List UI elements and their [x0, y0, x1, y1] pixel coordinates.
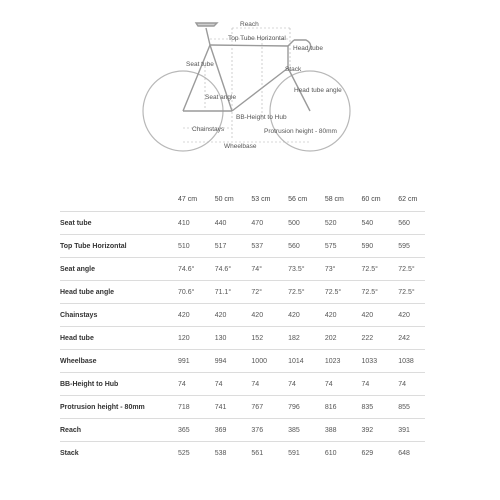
- table-row: [60, 235, 425, 258]
- label-head-tube: Head tube: [293, 45, 323, 52]
- table-cell: 70.6°: [178, 288, 195, 296]
- size-header: 53 cm: [251, 195, 271, 203]
- table-cell: 610: [324, 449, 337, 457]
- table-row: [60, 304, 425, 327]
- table-cell: 510: [178, 242, 190, 250]
- table-cell: 590: [361, 242, 374, 250]
- size-header: 50 cm: [214, 195, 234, 203]
- size-header: 62 cm: [398, 195, 418, 203]
- label-wheelbase: Wheelbase: [224, 143, 257, 150]
- row-label: Head tube angle: [60, 288, 115, 296]
- table-cell: 72°: [251, 288, 262, 296]
- table-cell: 72.5°: [288, 288, 305, 296]
- table-cell: 420: [214, 311, 227, 319]
- table-cell: 71.1°: [214, 288, 232, 296]
- table-cell: 991: [178, 357, 190, 365]
- table-cell: 561: [251, 449, 264, 457]
- table-cell: 718: [178, 403, 190, 411]
- table-cell: 500: [288, 219, 300, 227]
- row-label: BB-Height to Hub: [60, 380, 119, 388]
- table-cell: 470: [251, 219, 264, 227]
- table-cell: 440: [214, 219, 227, 227]
- table-cell: 222: [361, 334, 374, 342]
- table-cell: 1023: [324, 357, 341, 365]
- table-row: [60, 442, 425, 465]
- table-cell: 560: [288, 242, 300, 250]
- table-cell: 629: [361, 449, 374, 457]
- table-cell: 391: [398, 426, 410, 434]
- table-cell: 385: [288, 426, 300, 434]
- table-cell: 741: [214, 403, 227, 411]
- label-reach: Reach: [240, 21, 259, 28]
- row-label: Stack: [60, 449, 79, 457]
- table-cell: 72.5°: [398, 265, 415, 273]
- table-cell: 376: [251, 426, 264, 434]
- table-row: [60, 396, 425, 419]
- label-seat-tube: Seat tube: [186, 61, 214, 68]
- size-header: 58 cm: [324, 195, 344, 203]
- table-row: [60, 350, 425, 373]
- table-cell: 410: [178, 219, 190, 227]
- table-cell: 420: [361, 311, 374, 319]
- row-label: Head tube: [60, 334, 94, 342]
- label-head-tube-angle: Head tube angle: [294, 87, 342, 94]
- table-cell: 1000: [251, 357, 267, 365]
- label-seat-angle: Seat angle: [205, 94, 237, 101]
- table-row: [60, 281, 425, 304]
- table-cell: 420: [288, 311, 300, 319]
- size-header: 60 cm: [361, 195, 381, 203]
- table-row: [60, 258, 425, 281]
- table-cell: 540: [361, 219, 374, 227]
- row-label: Wheelbase: [60, 357, 97, 365]
- table-cell: 74: [398, 380, 407, 388]
- table-cell: 816: [324, 403, 337, 411]
- bike-geometry-diagram: [0, 0, 500, 160]
- table-row: [60, 212, 425, 235]
- table-cell: 595: [398, 242, 410, 250]
- table-cell: 74.6°: [214, 265, 232, 273]
- table-cell: 130: [214, 334, 227, 342]
- label-bb-height: BB-Height to Hub: [236, 114, 287, 121]
- table-cell: 74: [178, 380, 186, 388]
- table-cell: 73.5°: [288, 265, 305, 273]
- header-corner: [60, 187, 168, 212]
- table-cell: 520: [324, 219, 337, 227]
- label-chainstays: Chainstays: [192, 126, 225, 133]
- table-cell: 767: [251, 403, 264, 411]
- table-cell: 74.6°: [178, 265, 195, 273]
- table-cell: 1038: [398, 357, 414, 365]
- table-cell: 72.5°: [398, 288, 415, 296]
- table-cell: 182: [288, 334, 300, 342]
- table-cell: 420: [324, 311, 337, 319]
- label-top-tube: Top Tube Horizontal: [228, 35, 286, 42]
- table-cell: 392: [361, 426, 374, 434]
- table-cell: 525: [178, 449, 190, 457]
- row-label: Protrusion height - 80mm: [60, 403, 145, 411]
- table-cell: 994: [214, 357, 227, 365]
- geometry-table: [60, 187, 425, 464]
- table-cell: 72.5°: [361, 265, 378, 273]
- table-row: [60, 327, 425, 350]
- table-cell: 369: [214, 426, 227, 434]
- table-cell: 420: [178, 311, 190, 319]
- table-cell: 420: [398, 311, 410, 319]
- table-cell: 74: [251, 380, 260, 388]
- table-cell: 242: [398, 334, 410, 342]
- table-cell: 388: [324, 426, 337, 434]
- table-cell: 1033: [361, 357, 378, 365]
- label-protrusion: Protrusion height - 80mm: [264, 128, 337, 135]
- row-label: Seat tube: [60, 219, 92, 227]
- table-cell: 74: [214, 380, 223, 388]
- table-cell: 1014: [288, 357, 304, 365]
- table-cell: 72.5°: [361, 288, 378, 296]
- table-cell: 591: [288, 449, 300, 457]
- size-header: 56 cm: [288, 195, 308, 203]
- table-row: [60, 373, 425, 396]
- table-cell: 648: [398, 449, 410, 457]
- table-row: [60, 419, 425, 442]
- table-cell: 74: [288, 380, 296, 388]
- size-header: 47 cm: [178, 195, 198, 203]
- row-label: Chainstays: [60, 311, 98, 319]
- row-label: Reach: [60, 426, 82, 434]
- table-cell: 74°: [251, 265, 262, 273]
- row-label: Top Tube Horizontal: [60, 242, 127, 250]
- table-cell: 74: [361, 380, 370, 388]
- table-cell: 73°: [324, 265, 336, 273]
- table-cell: 796: [288, 403, 300, 411]
- table-cell: 365: [178, 426, 190, 434]
- table-cell: 517: [214, 242, 227, 250]
- table-cell: 72.5°: [324, 288, 342, 296]
- table-cell: 537: [251, 242, 264, 250]
- table-cell: 560: [398, 219, 410, 227]
- table-cell: 575: [324, 242, 337, 250]
- table-cell: 152: [251, 334, 264, 342]
- table-cell: 835: [361, 403, 374, 411]
- row-label: Seat angle: [60, 265, 96, 273]
- table-cell: 74: [324, 380, 333, 388]
- size-header-row: [60, 187, 425, 212]
- label-stack: Stack: [285, 66, 302, 73]
- table-cell: 120: [178, 334, 190, 342]
- table-cell: 855: [398, 403, 410, 411]
- table-cell: 538: [214, 449, 227, 457]
- table-cell: 420: [251, 311, 264, 319]
- table-cell: 202: [324, 334, 337, 342]
